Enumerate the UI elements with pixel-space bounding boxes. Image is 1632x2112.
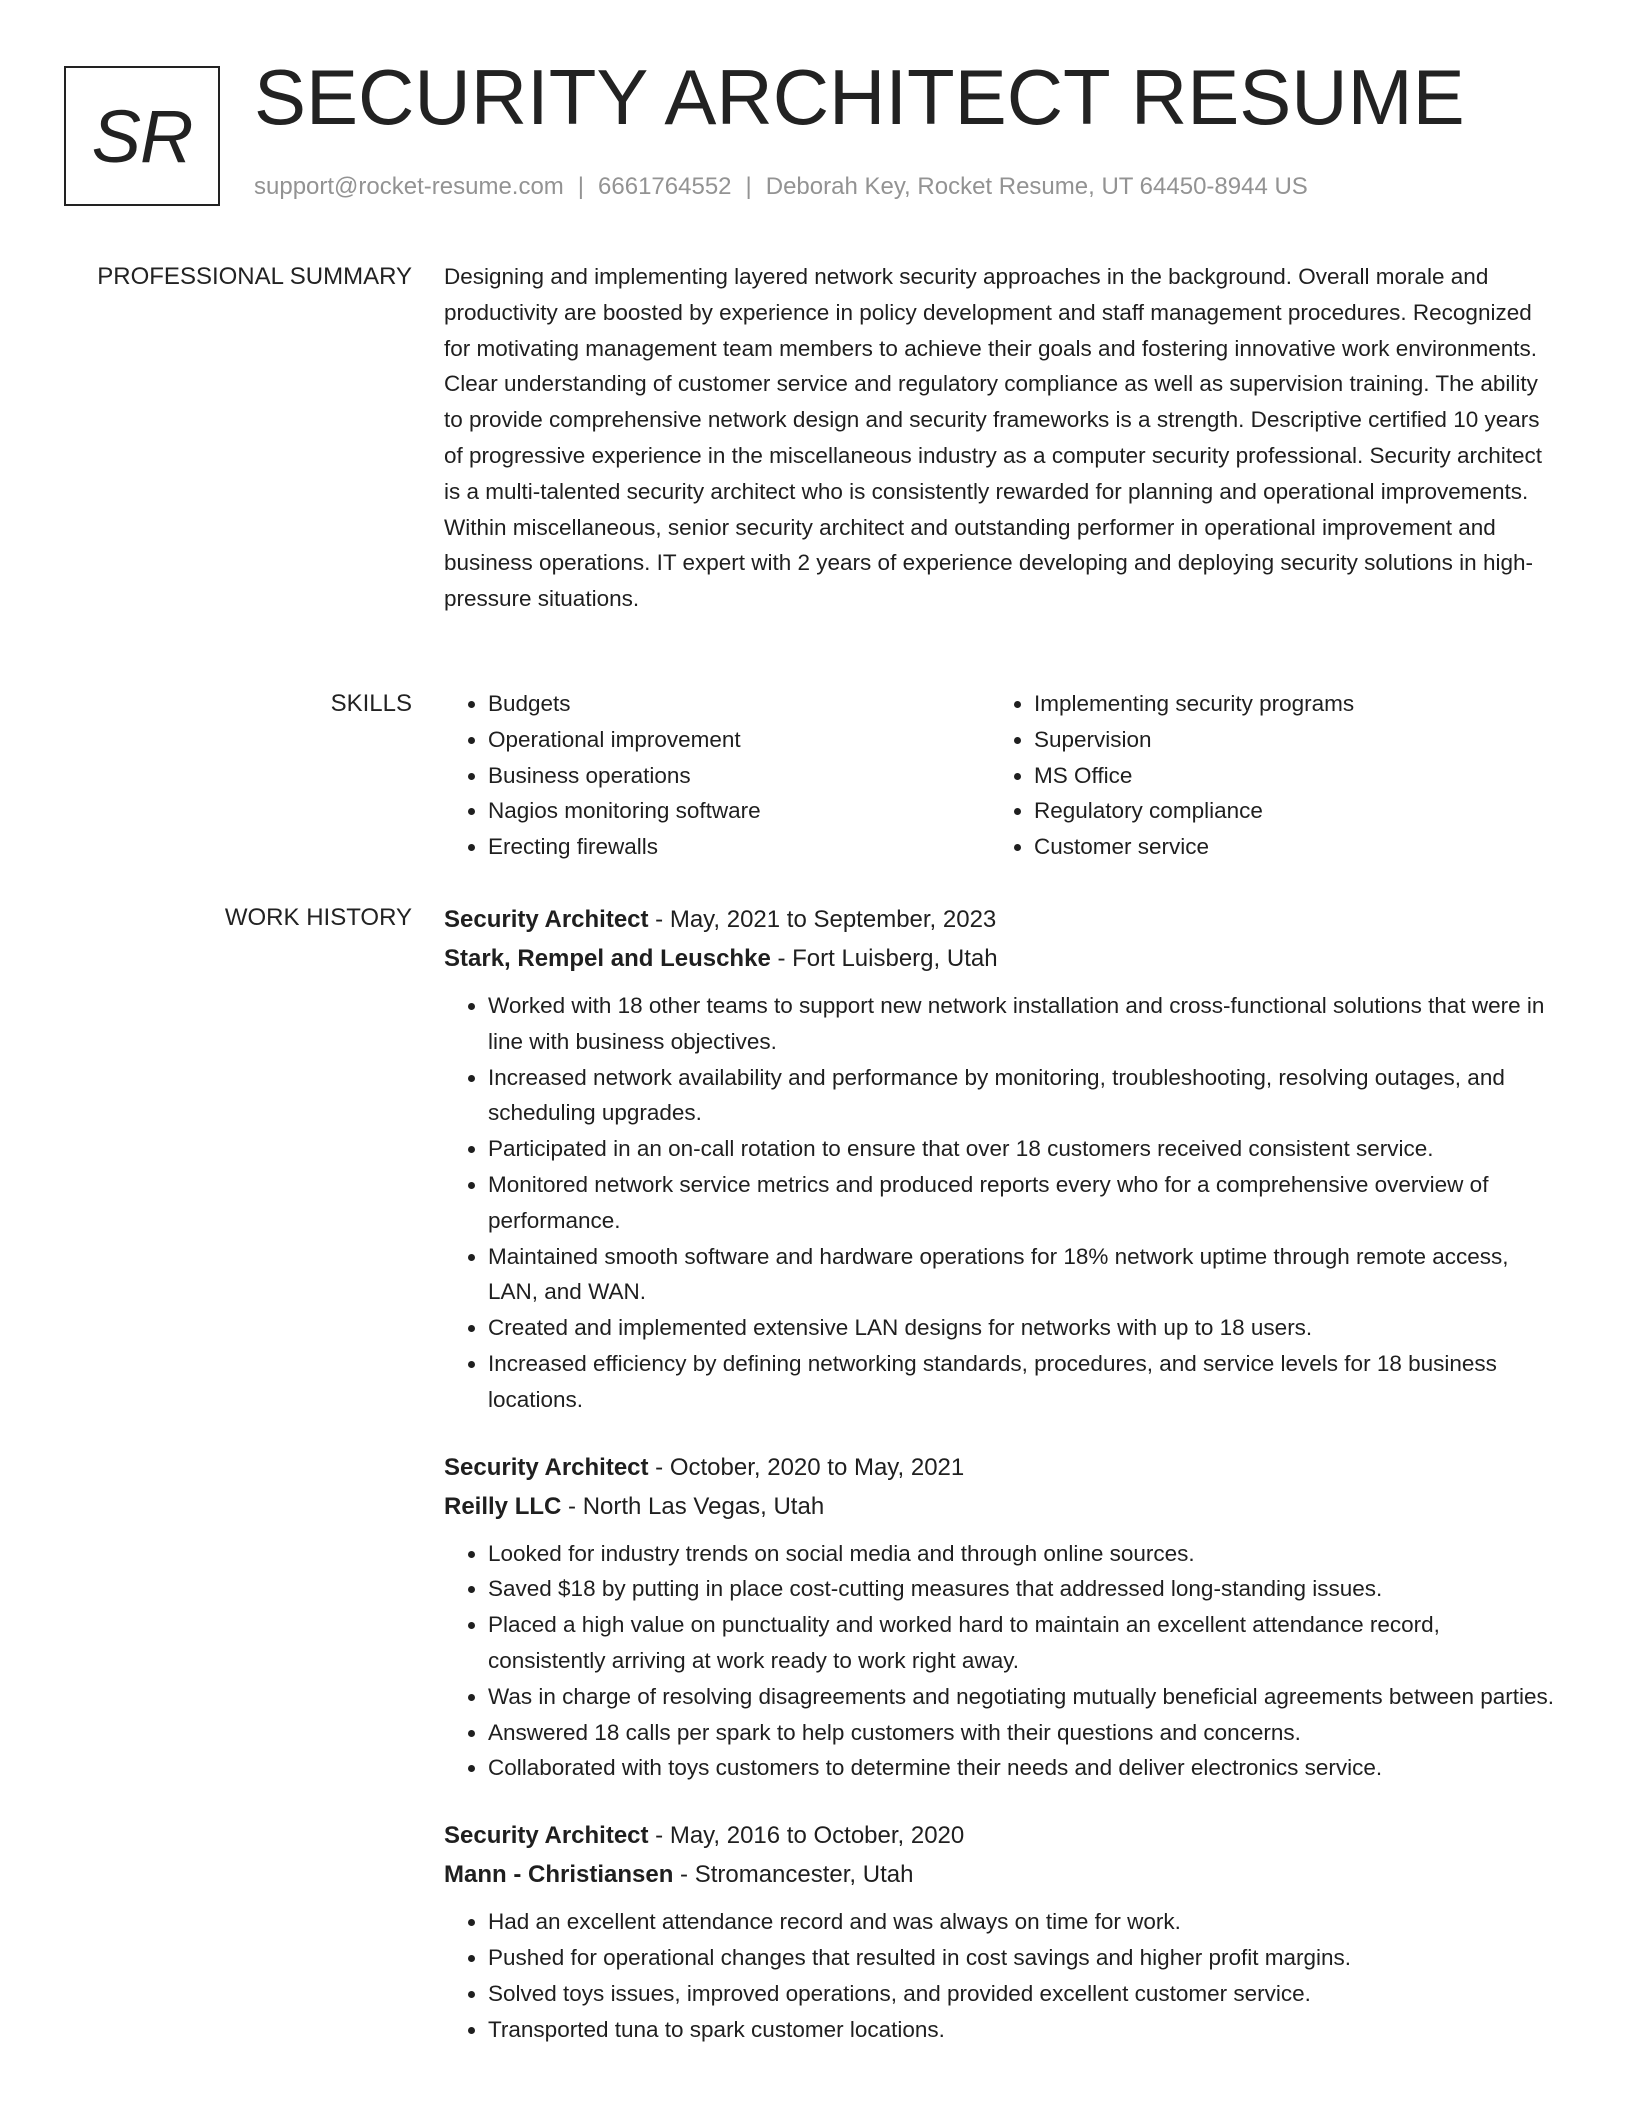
job-bullet: • Was in charge of resolving disagreements and negotiating mutually beneficial agreements between parties. (488, 1679, 1556, 1715)
section-heading-summary: PROFESSIONAL SUMMARY (97, 263, 412, 290)
job-bullet: • Increased network availability and performance by monitoring, troubleshooting, resolving outages, and scheduling upgrades. (488, 1060, 1556, 1132)
job-dates: - May, 2021 to September, 2023 (648, 906, 997, 933)
contact-email: support@rocket-resume.com (254, 173, 564, 200)
job-company: Stark, Rempel and Leuschke (444, 945, 771, 972)
job-bullet: • Monitored network service metrics and produced reports every who for a comprehensive overview of performance. (488, 1167, 1556, 1239)
job-bullet: • Solved toys issues, improved operations, and provided excellent customer service. (488, 1976, 1556, 2012)
section-heading-work-history: WORK HISTORY (224, 904, 412, 931)
job-bullet: • Saved $18 by putting in place cost-cutting measures that addressed long-standing issues. (488, 1571, 1556, 1607)
job-location: - Fort Luisberg, Utah (770, 945, 998, 972)
work-history-body (444, 900, 1556, 2077)
job-bullet: • Had an excellent attendance record and was always on time for work. (488, 1904, 1556, 1940)
job-bullet: • Placed a high value on punctuality and worked hard to maintain an excellent attendance record, consistently arriving at work ready to work right away. (488, 1607, 1556, 1679)
job-bullet: • Maintained smooth software and hardware operations for 18% network uptime through remote access, LAN, and WAN. (488, 1239, 1556, 1311)
job-title-line (444, 900, 1556, 939)
job-bullet: • Created and implemented extensive LAN designs for networks with up to 18 users. (488, 1310, 1556, 1346)
job-bullet: • Increased efficiency by defining networking standards, procedures, and service levels for 18 business locations. (488, 1346, 1556, 1418)
job-bullet: • Looked for industry trends on social media and through online sources. (488, 1536, 1556, 1572)
summary-text: Designing and implementing layered network security approaches in the background. Overall morale and productivity are boosted by experience in policy development and staff management procedures. Recognized for motivating management team members to achieve their goals and fostering innovative work environments. Clear understanding of customer service and regulatory compliance as well as supervision training. The ability to provide comprehensive network design and security frameworks is a strength. Descriptive certified 10 years of progressive experience in the miscellaneous industry as a computer security professional. Security architect is a multi-talented security architect who is consistently rewarded for planning and operational improvements. Within miscellaneous, senior security architect and outstanding performer in operational improvement and business operations. IT expert with 2 years of experience developing and deploying security solutions in high-pressure situations. (444, 264, 1543, 612)
job-company-line (444, 939, 1556, 978)
job-title: Security Architect (444, 1453, 649, 1481)
job-title: Security Architect (444, 1822, 649, 1850)
job-title: Security Architect (444, 906, 649, 933)
skill-item: • Regulatory compliance (1034, 793, 1536, 829)
job-entry (444, 900, 1556, 1418)
skill-item: • Budgets (488, 686, 990, 722)
job-bullet: • Collaborated with toys customers to determine their needs and deliver electronics service. (488, 1750, 1556, 1786)
job-dates: - October, 2020 to May, 2021 (648, 1453, 965, 1481)
skill-item: • Supervision (1034, 722, 1536, 758)
job-bullet-list (444, 988, 1556, 1418)
contact-separator: | (745, 173, 752, 200)
skill-item: • Business operations (488, 758, 990, 794)
job-bullet: • Transported tuna to spark customer locations. (488, 2012, 1556, 2048)
skill-item: • Implementing security programs (1034, 686, 1536, 722)
job-bullet-list (444, 1904, 1556, 2047)
contact-separator: | (577, 173, 585, 200)
job-bullet: • Participated in an on-call rotation to ensure that over 18 customers received consistent service. (488, 1131, 1556, 1167)
section-heading-skills: SKILLS (330, 690, 412, 717)
job-company-line (444, 1855, 1556, 1894)
job-company: Reilly LLC (444, 1492, 562, 1520)
job-bullet: • Worked with 18 other teams to support new network installation and cross-functional solutions that were in line with business objectives. (488, 988, 1556, 1060)
contact-line (254, 173, 1308, 201)
skills-list-right (990, 686, 1536, 865)
summary-body (444, 259, 1556, 617)
page-title: SECURITY ARCHITECT RESUME (254, 53, 1465, 141)
skill-item: • Customer service (1034, 829, 1536, 865)
job-location: - Stromancester, Utah (673, 1861, 914, 1889)
skill-item: • Nagios monitoring software (488, 793, 990, 829)
job-title-line (444, 1448, 1556, 1487)
job-bullet: • Answered 18 calls per spark to help customers with their questions and concerns. (488, 1715, 1556, 1751)
job-location: - North Las Vegas, Utah (561, 1492, 825, 1520)
job-title-line (444, 1816, 1556, 1855)
job-company: Mann - Christiansen (444, 1861, 674, 1889)
job-dates: - May, 2016 to October, 2020 (648, 1822, 965, 1850)
job-bullet: • Pushed for operational changes that resulted in cost savings and higher profit margins. (488, 1940, 1556, 1976)
monogram-logo: SR (64, 66, 220, 206)
job-company-line (444, 1487, 1556, 1526)
job-entry (444, 1816, 1556, 2047)
contact-phone: 6661764552 (598, 173, 732, 200)
skill-item: • MS Office (1034, 758, 1536, 794)
skill-item: • Erecting firewalls (488, 829, 990, 865)
job-entry (444, 1448, 1556, 1787)
skills-list-left (444, 686, 990, 865)
skills-body (444, 686, 1556, 865)
job-bullet-list (444, 1536, 1556, 1787)
contact-address: Deborah Key, Rocket Resume, UT 64450-8944 US (765, 173, 1308, 200)
skill-item: • Operational improvement (488, 722, 990, 758)
